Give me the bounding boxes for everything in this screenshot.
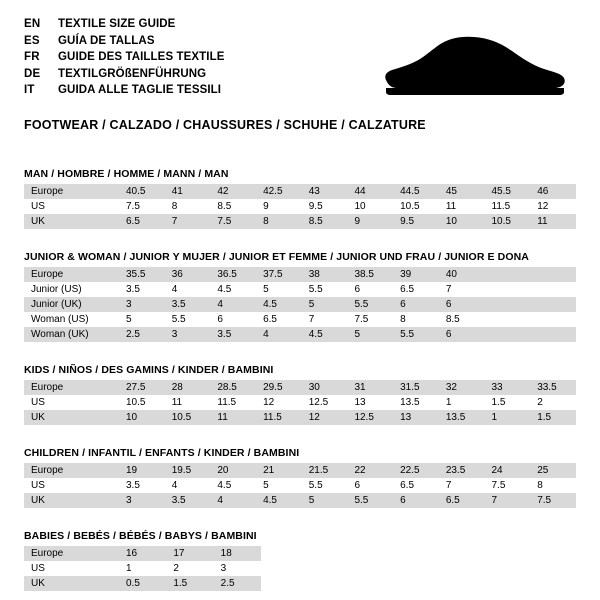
cell: 3 xyxy=(119,493,165,508)
cell: 46 xyxy=(530,184,576,199)
cell: 8 xyxy=(393,312,439,327)
cell: 6.5 xyxy=(439,493,485,508)
table-row xyxy=(24,410,576,425)
cell: 1 xyxy=(439,395,485,410)
size-table-children xyxy=(24,463,576,508)
cell: 10.5 xyxy=(165,410,211,425)
cell: 3 xyxy=(214,561,261,576)
cell: 12.5 xyxy=(302,395,348,410)
cell: 31 xyxy=(347,380,393,395)
cell: 7 xyxy=(439,282,485,297)
cell: 5 xyxy=(347,327,393,342)
cell: 10.5 xyxy=(119,395,165,410)
cell: 1.5 xyxy=(530,410,576,425)
cell: 11 xyxy=(530,214,576,229)
cell xyxy=(485,297,531,312)
cell: 3.5 xyxy=(165,493,211,508)
cell: 28 xyxy=(165,380,211,395)
table-row xyxy=(24,493,576,508)
cell: 35.5 xyxy=(119,267,165,282)
cell: 7.5 xyxy=(485,478,531,493)
header xyxy=(24,16,576,108)
cell: 7 xyxy=(165,214,211,229)
cell: 12 xyxy=(256,395,302,410)
group-babies xyxy=(24,530,576,591)
cell: 1.5 xyxy=(485,395,531,410)
cell: 4 xyxy=(256,327,302,342)
cell xyxy=(530,267,576,282)
group-children xyxy=(24,447,576,508)
cell: 4.5 xyxy=(210,478,256,493)
cell: 5.5 xyxy=(393,327,439,342)
cell: 1 xyxy=(485,410,531,425)
cell: 27.5 xyxy=(119,380,165,395)
table-row xyxy=(24,380,576,395)
cell: 25 xyxy=(530,463,576,478)
cell xyxy=(530,312,576,327)
table-row xyxy=(24,576,261,591)
cell: 12.5 xyxy=(347,410,393,425)
cell: 6.5 xyxy=(393,282,439,297)
cell: 4.5 xyxy=(302,327,348,342)
cell: 13.5 xyxy=(439,410,485,425)
cell: 7.5 xyxy=(119,199,165,214)
cell: 7 xyxy=(302,312,348,327)
cell: 4 xyxy=(210,493,256,508)
size-table-junior-woman xyxy=(24,267,576,342)
cell: 2.5 xyxy=(119,327,165,342)
language-code: FR xyxy=(24,51,40,63)
table-row xyxy=(24,199,576,214)
cell: 5.5 xyxy=(165,312,211,327)
cell: 6 xyxy=(439,327,485,342)
cell: 39 xyxy=(393,267,439,282)
table-row xyxy=(24,184,576,199)
cell: 13 xyxy=(347,395,393,410)
cell: 18 xyxy=(214,546,261,561)
cell: 4.5 xyxy=(256,297,302,312)
footwear-section-title: FOOTWEAR / CALZADO / CHAUSSURES / SCHUHE / CALZATURE xyxy=(24,118,426,132)
cell: 7.5 xyxy=(347,312,393,327)
cell: 44.5 xyxy=(393,184,439,199)
language-row xyxy=(24,16,576,33)
cell: 4 xyxy=(165,282,211,297)
table-row xyxy=(24,282,576,297)
cell: 9 xyxy=(256,199,302,214)
cell: 6 xyxy=(393,297,439,312)
cell: 6.5 xyxy=(256,312,302,327)
cell: 38.5 xyxy=(347,267,393,282)
cell: 19 xyxy=(119,463,165,478)
cell: 11.5 xyxy=(210,395,256,410)
cell: 29.5 xyxy=(256,380,302,395)
cell: 32 xyxy=(439,380,485,395)
language-code: IT xyxy=(24,84,35,96)
cell: 6 xyxy=(439,297,485,312)
cell xyxy=(485,282,531,297)
cell: 22 xyxy=(347,463,393,478)
row-label: US xyxy=(24,199,119,214)
cell: 10 xyxy=(119,410,165,425)
cell: 43 xyxy=(302,184,348,199)
language-title: GUÍA DE TALLAS xyxy=(58,34,155,47)
cell: 21.5 xyxy=(302,463,348,478)
language-title: GUIDE DES TAILLES TEXTILE xyxy=(58,51,225,63)
cell: 23.5 xyxy=(439,463,485,478)
cell: 41 xyxy=(165,184,211,199)
cell: 3.5 xyxy=(119,478,165,493)
cell: 7.5 xyxy=(210,214,256,229)
language-code: EN xyxy=(24,18,41,30)
cell: 8.5 xyxy=(439,312,485,327)
cell: 2 xyxy=(166,561,213,576)
table-row xyxy=(24,463,576,478)
cell: 8 xyxy=(530,478,576,493)
row-label: Woman (UK) xyxy=(24,327,119,342)
cell: 38 xyxy=(302,267,348,282)
language-title: TEXTILE SIZE GUIDE xyxy=(58,18,176,30)
cell: 13.5 xyxy=(393,395,439,410)
cell: 5 xyxy=(119,312,165,327)
row-label: Europe xyxy=(24,184,119,199)
cell: 8 xyxy=(256,214,302,229)
group-junior-woman xyxy=(24,251,576,342)
row-label: UK xyxy=(24,410,119,425)
cell: 3 xyxy=(119,297,165,312)
cell: 9.5 xyxy=(393,214,439,229)
cell: 8.5 xyxy=(302,214,348,229)
cell: 20 xyxy=(210,463,256,478)
row-label: Junior (UK) xyxy=(24,297,119,312)
cell: 24 xyxy=(485,463,531,478)
cell: 33.5 xyxy=(530,380,576,395)
cell: 33 xyxy=(485,380,531,395)
row-label: Europe xyxy=(24,546,119,561)
cell: 3.5 xyxy=(165,297,211,312)
row-label: US xyxy=(24,561,119,576)
cell: 6.5 xyxy=(119,214,165,229)
cell: 3.5 xyxy=(119,282,165,297)
row-label: Europe xyxy=(24,267,119,282)
cell: 4.5 xyxy=(256,493,302,508)
cell: 8.5 xyxy=(210,199,256,214)
cell: 7 xyxy=(485,493,531,508)
cell xyxy=(530,327,576,342)
cell: 9 xyxy=(347,214,393,229)
cell: 42 xyxy=(210,184,256,199)
cell: 4 xyxy=(165,478,211,493)
cell: 11 xyxy=(439,199,485,214)
cell: 6.5 xyxy=(393,478,439,493)
cell: 36 xyxy=(165,267,211,282)
cell: 6 xyxy=(210,312,256,327)
cell: 5 xyxy=(256,282,302,297)
cell: 11.5 xyxy=(256,410,302,425)
dress-shoe-icon xyxy=(378,32,568,102)
cell: 40.5 xyxy=(119,184,165,199)
row-label: Junior (US) xyxy=(24,282,119,297)
cell: 2 xyxy=(530,395,576,410)
cell: 2.5 xyxy=(214,576,261,591)
cell: 10 xyxy=(439,214,485,229)
row-label: UK xyxy=(24,576,119,591)
cell: 16 xyxy=(119,546,166,561)
cell: 4 xyxy=(210,297,256,312)
cell: 6 xyxy=(347,478,393,493)
table-row xyxy=(24,297,576,312)
cell: 13 xyxy=(393,410,439,425)
table-row xyxy=(24,561,261,576)
table-row xyxy=(24,312,576,327)
cell: 5.5 xyxy=(302,282,348,297)
cell: 5 xyxy=(256,478,302,493)
size-table-babies xyxy=(24,546,261,591)
row-label: Europe xyxy=(24,380,119,395)
cell: 12 xyxy=(302,410,348,425)
cell: 11 xyxy=(210,410,256,425)
cell: 11 xyxy=(165,395,211,410)
table-row xyxy=(24,546,261,561)
cell: 10.5 xyxy=(393,199,439,214)
row-label: UK xyxy=(24,493,119,508)
cell: 30 xyxy=(302,380,348,395)
row-label: UK xyxy=(24,214,119,229)
cell: 31.5 xyxy=(393,380,439,395)
group-title: CHILDREN / INFANTIL / ENFANTS / KINDER / BAMBINI xyxy=(24,447,300,459)
cell: 3 xyxy=(165,327,211,342)
group-man xyxy=(24,168,576,229)
cell: 6 xyxy=(347,282,393,297)
language-code: DE xyxy=(24,67,41,80)
cell: 21 xyxy=(256,463,302,478)
row-label: US xyxy=(24,478,119,493)
language-title: TEXTILGRÖßENFÜHRUNG xyxy=(58,67,207,80)
table-row xyxy=(24,214,576,229)
cell: 7.5 xyxy=(530,493,576,508)
cell: 36.5 xyxy=(210,267,256,282)
cell: 5.5 xyxy=(302,478,348,493)
cell: 45.5 xyxy=(485,184,531,199)
cell: 8 xyxy=(165,199,211,214)
cell: 17 xyxy=(166,546,213,561)
language-title: GUIDA ALLE TAGLIE TESSILI xyxy=(58,84,222,96)
cell: 5 xyxy=(302,297,348,312)
table-row xyxy=(24,267,576,282)
table-row xyxy=(24,478,576,493)
cell: 42.5 xyxy=(256,184,302,199)
group-title: JUNIOR & WOMAN / JUNIOR Y MUJER / JUNIOR ET FEMME / JUNIOR UND FRAU / JUNIOR E DONA xyxy=(24,251,529,263)
cell: 22.5 xyxy=(393,463,439,478)
cell: 0.5 xyxy=(119,576,166,591)
cell: 4.5 xyxy=(210,282,256,297)
cell: 44 xyxy=(347,184,393,199)
cell: 37.5 xyxy=(256,267,302,282)
row-label: Europe xyxy=(24,463,119,478)
cell: 10.5 xyxy=(485,214,531,229)
cell: 5.5 xyxy=(347,297,393,312)
cell: 11.5 xyxy=(485,199,531,214)
cell: 19.5 xyxy=(165,463,211,478)
group-title: KIDS / NIÑOS / DES GAMINS / KINDER / BAMBINI xyxy=(24,364,274,376)
group-title: MAN / HOMBRE / HOMME / MANN / MAN xyxy=(24,168,229,180)
table-row xyxy=(24,395,576,410)
cell xyxy=(530,282,576,297)
cell: 9.5 xyxy=(302,199,348,214)
cell xyxy=(485,267,531,282)
row-label: Woman (US) xyxy=(24,312,119,327)
cell: 7 xyxy=(439,478,485,493)
group-title: BABIES / BEBÉS / BÉBÉS / BABYS / BAMBINI xyxy=(24,530,257,542)
cell: 28.5 xyxy=(210,380,256,395)
group-kids xyxy=(24,364,576,425)
size-table-kids xyxy=(24,380,576,425)
table-row xyxy=(24,327,576,342)
cell: 6 xyxy=(393,493,439,508)
cell: 40 xyxy=(439,267,485,282)
cell: 5 xyxy=(302,493,348,508)
cell xyxy=(485,312,531,327)
cell: 1.5 xyxy=(166,576,213,591)
cell: 3.5 xyxy=(210,327,256,342)
cell: 45 xyxy=(439,184,485,199)
size-table-man xyxy=(24,184,576,229)
cell xyxy=(530,297,576,312)
cell: 1 xyxy=(119,561,166,576)
cell: 12 xyxy=(530,199,576,214)
cell xyxy=(485,327,531,342)
cell: 10 xyxy=(347,199,393,214)
row-label: US xyxy=(24,395,119,410)
language-code: ES xyxy=(24,34,40,47)
cell: 5.5 xyxy=(347,493,393,508)
